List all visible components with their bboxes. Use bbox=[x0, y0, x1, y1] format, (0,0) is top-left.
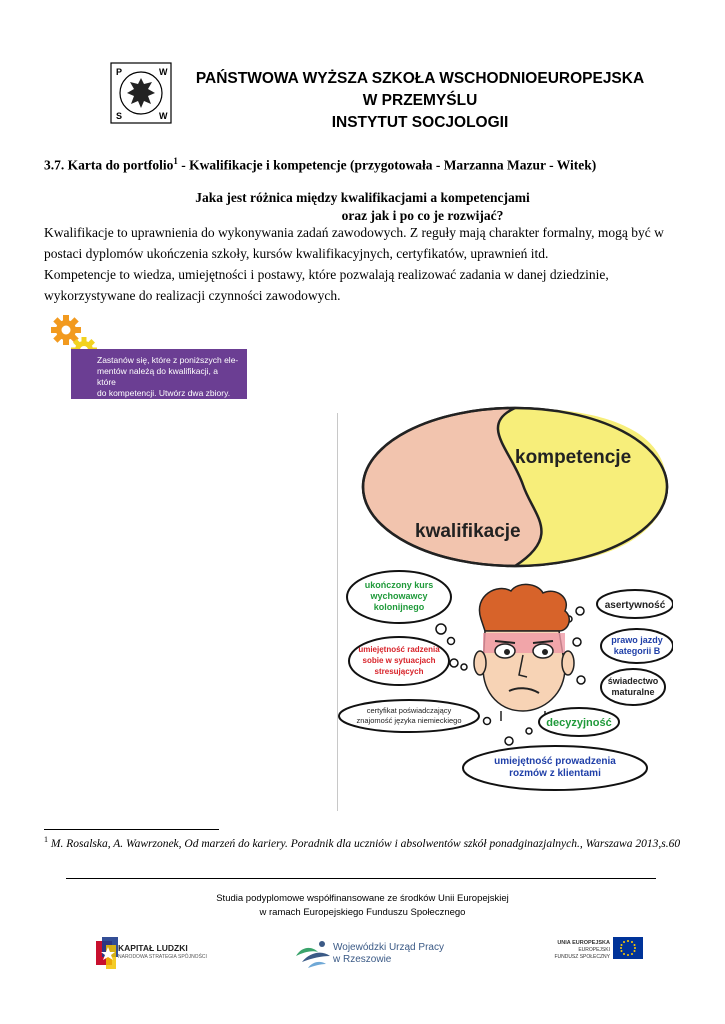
eu-text bbox=[540, 940, 610, 961]
bubble-certyfikat-1: certyfikat poświadczający bbox=[366, 706, 452, 715]
funding-line-1: Studia podyplomowe współfinansowane ze środków Unii Europejskiej bbox=[216, 893, 509, 904]
paragraph-kompetencje: Kompetencje to wiedza, umiejętności i postawy, które pozwalają realizować zadania w danej dziedzinie, wykorzystywane do realizacji czynności zawodowych. bbox=[44, 267, 609, 303]
bubble-asertywnosc: asertywność bbox=[604, 600, 666, 611]
bubble-stres-2: sobie w sytuacjach bbox=[362, 656, 436, 665]
qualification-competence-diagram bbox=[333, 405, 673, 815]
task-line-2: mentów należą do kwalifikacji, a które bbox=[97, 366, 218, 387]
institution-city: W PRZEMYŚLU bbox=[362, 92, 478, 109]
kapital-ludzki-subtitle: NARODOWA STRATEGIA SPÓJNOŚCI bbox=[118, 954, 207, 960]
bubble-swiadectwo-1: świadectwo bbox=[607, 676, 659, 686]
institute-name: INSTYTUT SOCJOLOGII bbox=[331, 114, 509, 131]
eu-line-1: UNIA EUROPEJSKA bbox=[557, 940, 610, 946]
task-instruction-box bbox=[71, 349, 247, 399]
task-line-3: do kompetencji. Utwórz dwa zbiory. bbox=[97, 388, 231, 398]
heading-rest: - Kwalifikacje i kompetencje (przygotowała - Marzanna Mazur - Witek) bbox=[177, 157, 597, 173]
institution-name: PAŃSTWOWA WYŻSZA SZKOŁA WSCHODNIOEUROPEJSKA bbox=[195, 70, 645, 87]
university-logo bbox=[110, 62, 172, 124]
footnote bbox=[44, 832, 684, 852]
wup-name bbox=[333, 942, 444, 966]
kapital-ludzki-logo bbox=[92, 935, 202, 971]
footnote-ref[interactable]: 1 bbox=[173, 156, 178, 166]
thinking-face-illustration bbox=[474, 584, 574, 721]
label-kwalifikacje: kwalifikacje bbox=[415, 521, 521, 542]
wup-name-line-2: w Rzeszowie bbox=[333, 954, 392, 965]
bubble-swiadectwo-2: maturalne bbox=[611, 687, 655, 697]
section-heading bbox=[44, 156, 596, 174]
kapital-ludzki-name: KAPITAŁ LUDZKI bbox=[118, 943, 188, 953]
eu-flag-icon bbox=[613, 937, 643, 959]
question-line-1: Jaka jest różnica między kwalifikacjami a kompetencjami bbox=[195, 190, 530, 205]
logo-letter-w2: W bbox=[159, 111, 168, 121]
logo-letter-w1: W bbox=[159, 67, 168, 77]
footnote-separator bbox=[44, 829, 219, 830]
heading-main: 3.7. Karta do portfolio bbox=[44, 157, 174, 173]
eu-line-3: FUNDUSZ SPOŁECZNY bbox=[554, 954, 610, 960]
footer-separator bbox=[66, 878, 656, 879]
bubble-prawo-1: prawo jazdy bbox=[611, 635, 663, 645]
task-line-1: Zastanów się, które z poniższych ele- bbox=[97, 355, 239, 365]
bubble-stres-1: umiejętność radzenia bbox=[358, 645, 440, 654]
logo-letter-p: P bbox=[116, 67, 123, 77]
bubble-kurs-3: kolonijnego bbox=[373, 602, 425, 612]
wup-bird-icon bbox=[292, 936, 332, 972]
paragraph-kwalifikacje: Kwalifikacje to uprawnienia do wykonywania zadań zawodowych. Z reguły mają charakter formalny, mogą być w postaci dyplomów ukończenia szkoły, kursów kwalifikacyjnych, certyfikatów, uprawnień itd. bbox=[44, 225, 664, 261]
footnote-number: 1 bbox=[44, 835, 48, 844]
funding-line-2: w ramach Europejskiego Funduszu Społecznego bbox=[259, 907, 466, 918]
wup-name-line-1: Wojewódzki Urząd Pracy bbox=[333, 942, 444, 953]
bubble-kurs-2: wychowawcy bbox=[370, 591, 428, 601]
logo-letter-s: S bbox=[116, 111, 123, 121]
bubble-kurs-1: ukończony kurs bbox=[364, 580, 434, 590]
question-line-2: oraz jak i po co je rozwijać? bbox=[341, 208, 504, 223]
footnote-text: M. Rosalska, A. Wawrzonek, Od marzeń do kariery. Poradnik dla uczniów i absolwentów szkół ponadginazjalnych., Warszawa 2013,s.60 bbox=[48, 837, 681, 850]
bubble-stres-3: stresujących bbox=[374, 667, 424, 676]
bubble-rozmowy-2: rozmów z klientami bbox=[509, 768, 601, 779]
label-kompetencje: kompetencje bbox=[515, 447, 632, 468]
bubble-certyfikat-2: znajomość języka niemieckiego bbox=[356, 716, 462, 725]
eu-line-2: EUROPEJSKI bbox=[578, 947, 610, 953]
bubble-prawo-2: kategorii B bbox=[613, 646, 661, 656]
bubble-decyzyjnosc: decyzyjność bbox=[546, 717, 612, 729]
bubble-rozmowy-1: umiejętność prowadzenia bbox=[494, 756, 616, 767]
